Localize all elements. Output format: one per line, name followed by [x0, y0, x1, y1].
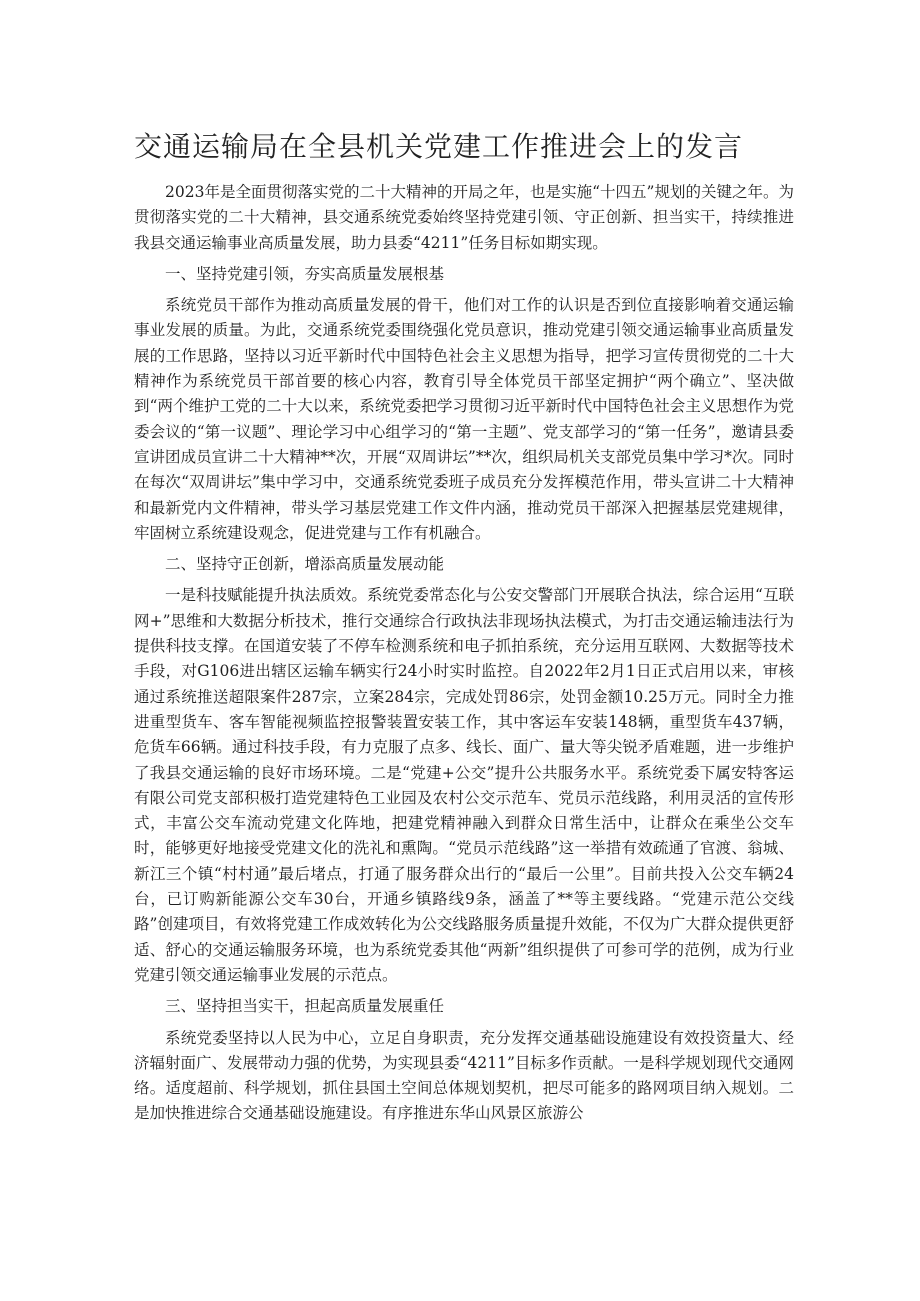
section-heading-1: 一、坚持党建引领，夯实高质量发展根基: [165, 264, 445, 283]
section-heading-3: 三、坚持担当实干，担起高质量发展重任: [165, 997, 445, 1016]
intro-paragraph: 2023年是全面贯彻落实党的二十大精神的开局之年，也是实施“十四五”规划的关键之年。为贯彻落实党的二十大精神，县交通系统党委始终坚持党建引领、守正创新、担当实干，持续推进我县交通运输事业高质量发展，助力县委“4211”任务目标如期实现。: [134, 183, 794, 252]
document-title: 交通运输局在全县机关党建工作推进会上的发言: [134, 130, 744, 163]
section-1-paragraph: 系统党员干部作为推动高质量发展的骨干，他们对工作的认识是否到位直接影响着交通运输事业发展的质量。为此，交通系统党委围绕强化党员意识，推动党建引领交通运输事业高质量发展的工作思路，坚持以习近平新时代中国特色社会主义思想为指导，把学习宣传贯彻党的二十大精神作为系统党员干部首要的核心内容，教育引导全体党员干部坚定拥护“两个确立”、坚决做到“两个维护工党的二十大以来，系统党委把学习贯彻习近平新时代中国特色社会主义思想作为党委会议的“第一议题”、理论学习中心组学习的“第一主题”、党支部学习的“第一任务”，邀请县委宣讲团成员宣讲二十大精神**次，开展“双周讲坛”**次，组织局机关支部党员集中学习*次。同时在每次“双周讲坛”集中学习中，交通系统党委班子成员充分发挥模范作用，带头宣讲二十大精神和最新党内文件精神，带头学习基层党建工作文件内涵，推动党员干部深入把握基层党建规律，牢固树立系统建设观念，促进党建与工作有机融合。: [134, 296, 794, 542]
section-3-paragraph: 系统党委坚持以人民为中心，立足自身职责，充分发挥交通基础设施建设有效投资量大、经济辐射面广、发展带动力强的优势，为实现县委“4211”目标多作贡献。一是科学规划现代交通网络。适度超前、科学规划，抓住县国土空间总体规划契机，把尽可能多的路网项目纳入规划。二是加快推进综合交通基础设施建设。有序推进东华山风景区旅游公: [134, 1028, 794, 1123]
section-2-paragraph: 一是科技赋能提升执法质效。系统党委常态化与公安交警部门开展联合执法，综合运用“互联网+”思维和大数据分析技术，推行交通综合行政执法非现场执法模式，为打击交通运输违法行为提供科技支撑。在国道安装了不停车检测系统和电子抓拍系统，充分运用互联网、大数据等技术手段，对G106进出辖区运输车辆实行24小时实时监控。自2022年2月1日正式启用以来，审核通过系统推送超限案件287宗，立案284宗，完成处罚86宗，处罚金额10.25万元。同时全力推进重型货车、客车智能视频监控报警装置安装工作，其中客运车安装148辆，重型货车437辆，危货车66辆。通过科技手段，有力克服了点多、线长、面广、量大等尖锐矛盾难题，进一步维护了我县交通运输的良好市场环境。二是“党建+公交”提升公共服务水平。系统党委下属安特客运有限公司党支部积极打造党建特色工业园及农村公交示范车、党员示范线路，利用灵活的宣传形式，丰富公交车流动党建文化阵地，把建党精神融入到群众日常生活中，让群众在乘坐公交车时，能够更好地接受党建文化的洗礼和熏陶。“党员示范线路”这一举措有效疏通了官渡、翁城、新江三个镇“村村通”最后堵点，打通了服务群众出行的“最后一公里”。目前共投入公交车辆24台，已订购新能源公交车30台，开通乡镇路线9条，涵盖了**等主要线路。“党建示范公交线路”创建项目，有效将党建工作成效转化为公交线路服务质量提升效能，不仅为广大群众提供更舒适、舒心的交通运输服务环境，也为系统党委其他“两新”组织提供了可参可学的范例，成为行业党建引领交通运输事业发展的示范点。: [134, 586, 794, 984]
section-heading-2: 二、坚持守正创新，增添高质量发展动能: [165, 555, 445, 574]
document-body: [134, 180, 794, 1127]
